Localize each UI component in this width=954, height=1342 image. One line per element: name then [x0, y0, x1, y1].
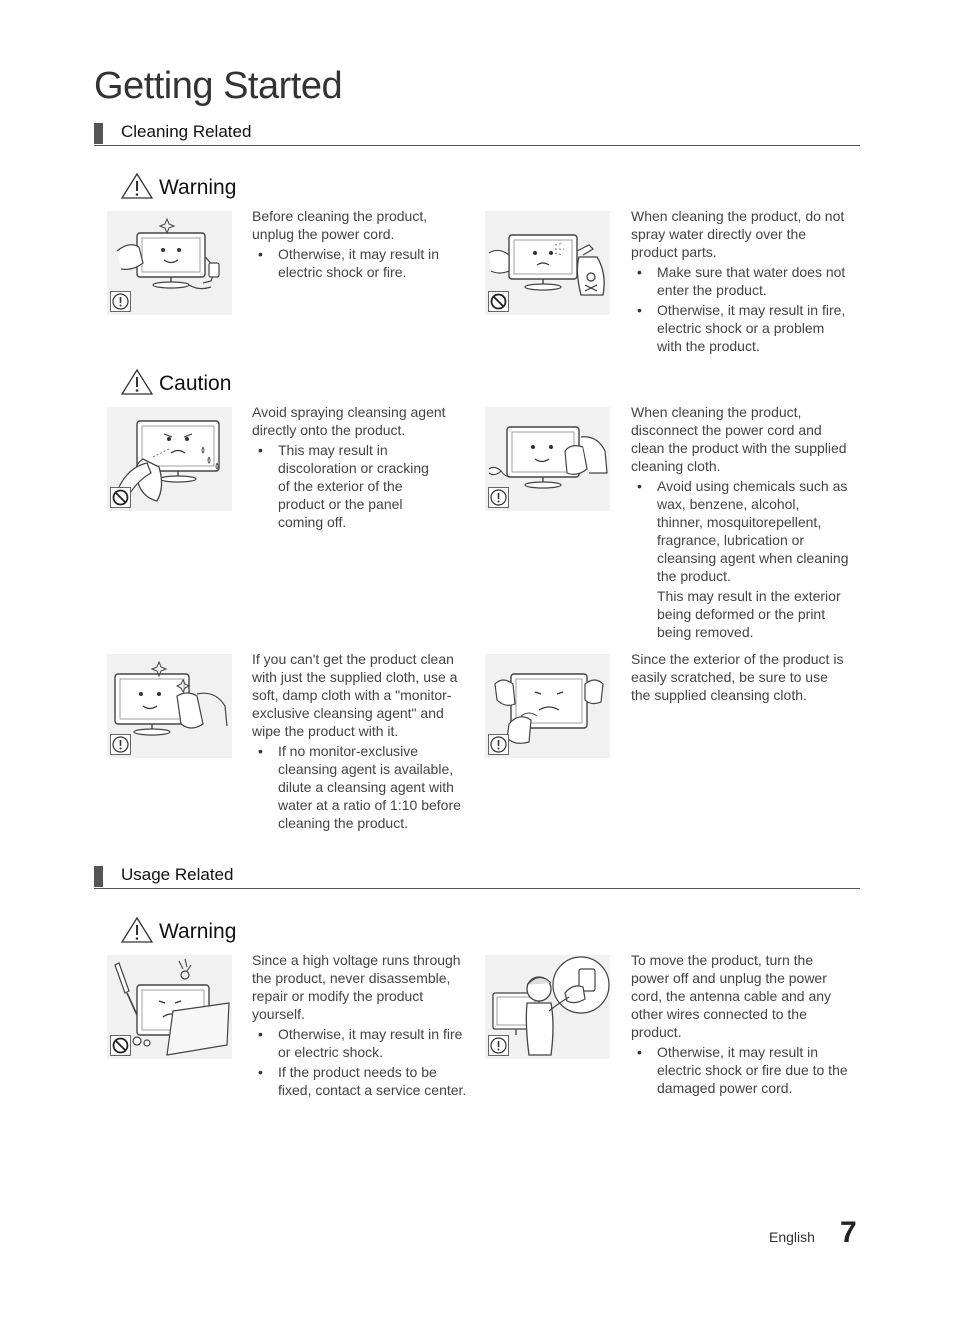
bullet-list: [631, 477, 849, 585]
bullet-list: [252, 1025, 470, 1099]
exclamation-circle-icon: [488, 1035, 509, 1056]
instruction-c3: [252, 403, 470, 533]
bullet-item: • Avoid using chemicals such as wax, benzene, alcohol, thinner, mosquitorepellent, fragrance, lubrication or cleansing agent when cleaning the product.: [631, 477, 849, 585]
illustration-scratch-care: [485, 654, 610, 758]
warning-triangle-icon: [120, 916, 154, 944]
instruction-c4: [631, 403, 849, 641]
instruction-c2: [631, 207, 849, 357]
instruction-note: This may result in the exterior being deformed or the print being removed.: [657, 588, 841, 640]
section-bar: [94, 123, 103, 144]
instruction-intro: Since the exterior of the product is easily scratched, be sure to use the supplied cleansing cloth.: [631, 651, 844, 703]
instruction-intro: Before cleaning the product, unplug the power cord.: [252, 208, 428, 242]
bullet-list: [631, 1043, 849, 1097]
exclamation-circle-icon: [488, 487, 509, 508]
caution-label: Caution: [159, 372, 232, 395]
instruction-intro: Since a high voltage runs through the product, never disassemble, repair or modify the product yourself.: [252, 952, 461, 1022]
illustration-move-unplug: [485, 955, 610, 1059]
warning-triangle-icon: [120, 172, 154, 200]
illustration-no-water-spray: [485, 211, 610, 315]
footer-language: English: [769, 1229, 815, 1245]
prohibited-icon: [110, 1035, 131, 1056]
bullet-list: [252, 441, 470, 531]
instruction-intro: To move the product, turn the power off and unplug the power cord, the antenna cable and any other wires connected to the product.: [631, 952, 832, 1040]
instruction-u1: [252, 951, 470, 1101]
bullet-list: [252, 742, 470, 832]
section-bar: [94, 866, 103, 887]
bullet-item: • Otherwise, it may result in electric shock or fire.: [252, 245, 470, 281]
instruction-intro: When cleaning the product, disconnect the power cord and clean the product with the supplied cleaning cloth.: [631, 404, 847, 474]
section-title: Usage Related: [121, 865, 234, 884]
section-header-cleaning: [94, 121, 860, 146]
exclamation-circle-icon: [488, 734, 509, 755]
prohibited-icon: [110, 487, 131, 508]
illustration-no-disassemble: [107, 955, 232, 1059]
instruction-c1: [252, 207, 470, 283]
warning-label: Warning: [159, 920, 237, 943]
instruction-intro: If you can't get the product clean with just the supplied cloth, use a soft, damp cloth with a "monitor-exclusive cleansing agent" and wipe the product with it.: [252, 651, 458, 739]
bullet-list: [252, 245, 470, 281]
exclamation-circle-icon: [110, 734, 131, 755]
instruction-intro: When cleaning the product, do not spray water directly over the product parts.: [631, 208, 845, 260]
instruction-intro: Avoid spraying cleansing agent directly onto the product.: [252, 404, 446, 438]
illustration-unplug: [107, 211, 232, 315]
bullet-item: • Otherwise, it may result in fire, electric shock or a problem with the product.: [631, 301, 849, 355]
instruction-u2: [631, 951, 849, 1099]
section-header-usage: [94, 864, 860, 889]
bullet-item: • This may result in discoloration or cracking of the exterior of the product or the panel coming off.: [252, 441, 442, 531]
bullet-item: • Otherwise, it may result in fire or electric shock.: [252, 1025, 470, 1061]
exclamation-circle-icon: [110, 291, 131, 312]
bullet-item: • If no monitor-exclusive cleansing agent is available, dilute a cleansing agent with water at a ratio of 1:10 before cleaning the product.: [252, 742, 462, 832]
bullet-item: • Make sure that water does not enter the product.: [631, 263, 849, 299]
instruction-c6: [631, 650, 849, 704]
page-number: 7: [840, 1216, 857, 1249]
bullet-list: [631, 263, 849, 355]
instruction-c5: [252, 650, 470, 834]
prohibited-icon: [488, 291, 509, 312]
section-title: Cleaning Related: [121, 122, 252, 141]
bullet-item: • Otherwise, it may result in electric shock or fire due to the damaged power cord.: [631, 1043, 849, 1097]
warning-label: Warning: [159, 176, 237, 199]
illustration-no-spray-agent: [107, 407, 232, 511]
warning-triangle-icon: [120, 368, 154, 396]
page-title: Getting Started: [94, 65, 343, 107]
illustration-cleaning-cloth: [485, 407, 610, 511]
bullet-item: • If the product needs to be fixed, contact a service center.: [252, 1063, 470, 1099]
illustration-damp-cloth: [107, 654, 232, 758]
